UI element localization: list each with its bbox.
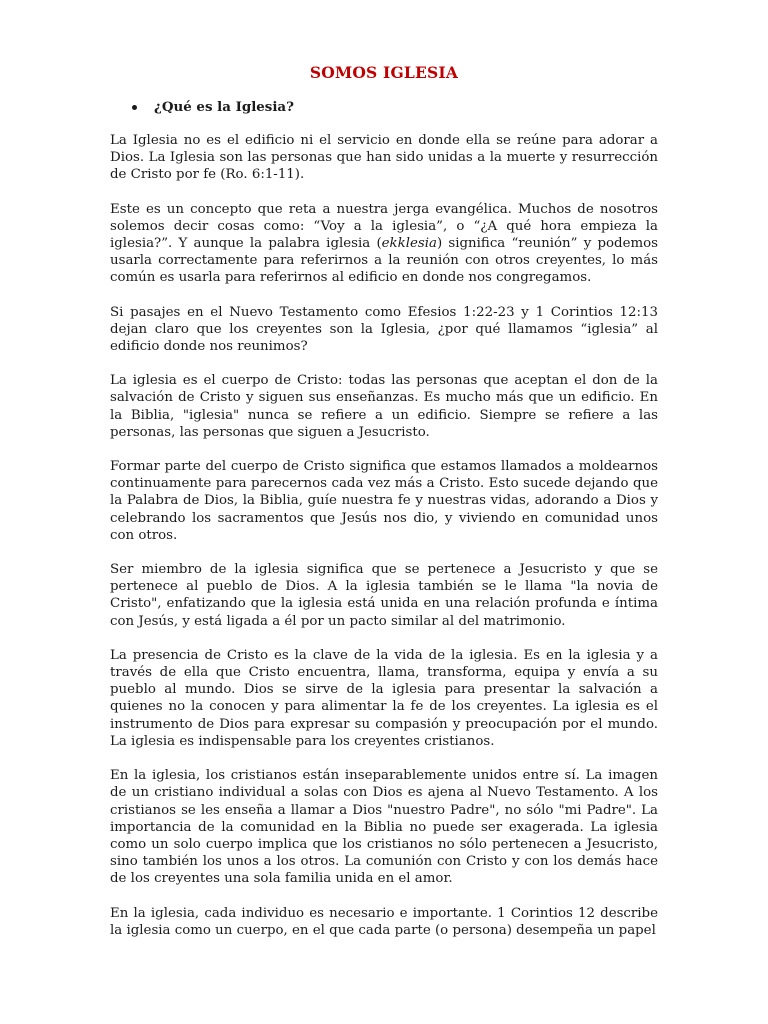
paragraph-3: Si pasajes en el Nuevo Testamento como Efesios 1:22-23 y 1 Corintios 12:13 dejan claro que los creyentes son la Iglesia, ¿por qué llamamos “iglesia” al edificio donde nos reunimos?	[110, 304, 658, 355]
paragraph-6: Ser miembro de la iglesia significa que se pertenece a Jesucristo y que se pertenece al pueblo de Dios. A la iglesia también se le llama "la novia de Cristo", enfatizando que la iglesia está unida en una relación profunda e íntima con Jesús, y está ligada a él por un pacto similar al del matrimonio.	[110, 562, 658, 629]
paragraph-8: En la iglesia, los cristianos están inseparablemente unidos entre sí. La imagen de un cristiano individual a solas con Dios es ajena al Nuevo Testamento. A los cristianos se les enseña a llamar a Dios "nuestro Padre", no sólo "mi Padre". La importancia de la comunidad en la Biblia no puede ser exagerada. La iglesia como un solo cuerpo implica que los cristianos no sólo pertenecen a Jesucristo, sino también los unos a los otros. La comunión con Cristo y con los demás hace de los creyentes una sola familia unida en el amor.	[110, 768, 658, 887]
paragraph-9: En la iglesia, cada individuo es necesario e importante. 1 Corintios 12 describe la iglesia como un cuerpo, en el que cada parte (o persona) desempeña un papel	[110, 905, 658, 938]
paragraph-5: Formar parte del cuerpo de Cristo significa que estamos llamados a moldearnos continuamente para parecernos cada vez más a Cristo. Esto sucede dejando que la Palabra de Dios, la Biblia, guíe nuestra fe y nuestras vidas, adorando a Dios y celebrando los sacramentos que Jesús nos dio, y viviendo en comunidad unos con otros.	[110, 459, 658, 543]
paragraph-4: La iglesia es el cuerpo de Cristo: todas las personas que aceptan el don de la salvación de Cristo y siguen sus enseñanzas. Es mucho más que un edificio. En la Biblia, "iglesia" nunca se refiere a un edificio. Siempre se refiere a las personas, las personas que siguen a Jesucristo.	[110, 373, 658, 440]
page-title: SOMOS IGLESIA	[309, 63, 459, 82]
paragraph-2-before: Este es un concepto que reta a nuestra jerga evangélica. Muchos de nosotros solemos decir cosas como: “Voy a la iglesia”, o “¿A qué hora empieza la iglesia?”. Y aunque la palabra iglesia (	[110, 201, 658, 252]
bullet-dot-icon	[132, 105, 137, 110]
paragraph-7: La presencia de Cristo es la clave de la vida de la iglesia. Es en la iglesia y a través de ella que Cristo encuentra, llama, transforma, equipa y envía a su pueblo al mundo. Dios se sirve de la iglesia para presentar la salvación a quienes no la conocen y para alimentar la fe de los creyentes. La iglesia es el instrumento de Dios para expresar su compasión y preocupación por el mundo. La iglesia es indispensable para los creyentes cristianos.	[110, 647, 658, 749]
paragraph-2	[110, 201, 658, 287]
paragraph-2-emphasis: ekklesia	[381, 236, 437, 252]
bullet-text: ¿Qué es la Iglesia?	[154, 99, 294, 115]
paragraph-1: La Iglesia no es el edificio ni el servicio en donde ella se reúne para adorar a Dios. La Iglesia son las personas que han sido unidas a la muerte y resurrección de Cristo por fe (Ro. 6:1-11).	[110, 133, 658, 183]
paragraph-2-after: ) significa “reunión” y podemos usarla correctamente para referirnos a la reunión con otros creyentes, lo más común es usarla para referirnos al edificio en donde nos congregamos.	[110, 236, 658, 286]
bullet-item	[132, 98, 658, 116]
document-page	[110, 62, 658, 956]
